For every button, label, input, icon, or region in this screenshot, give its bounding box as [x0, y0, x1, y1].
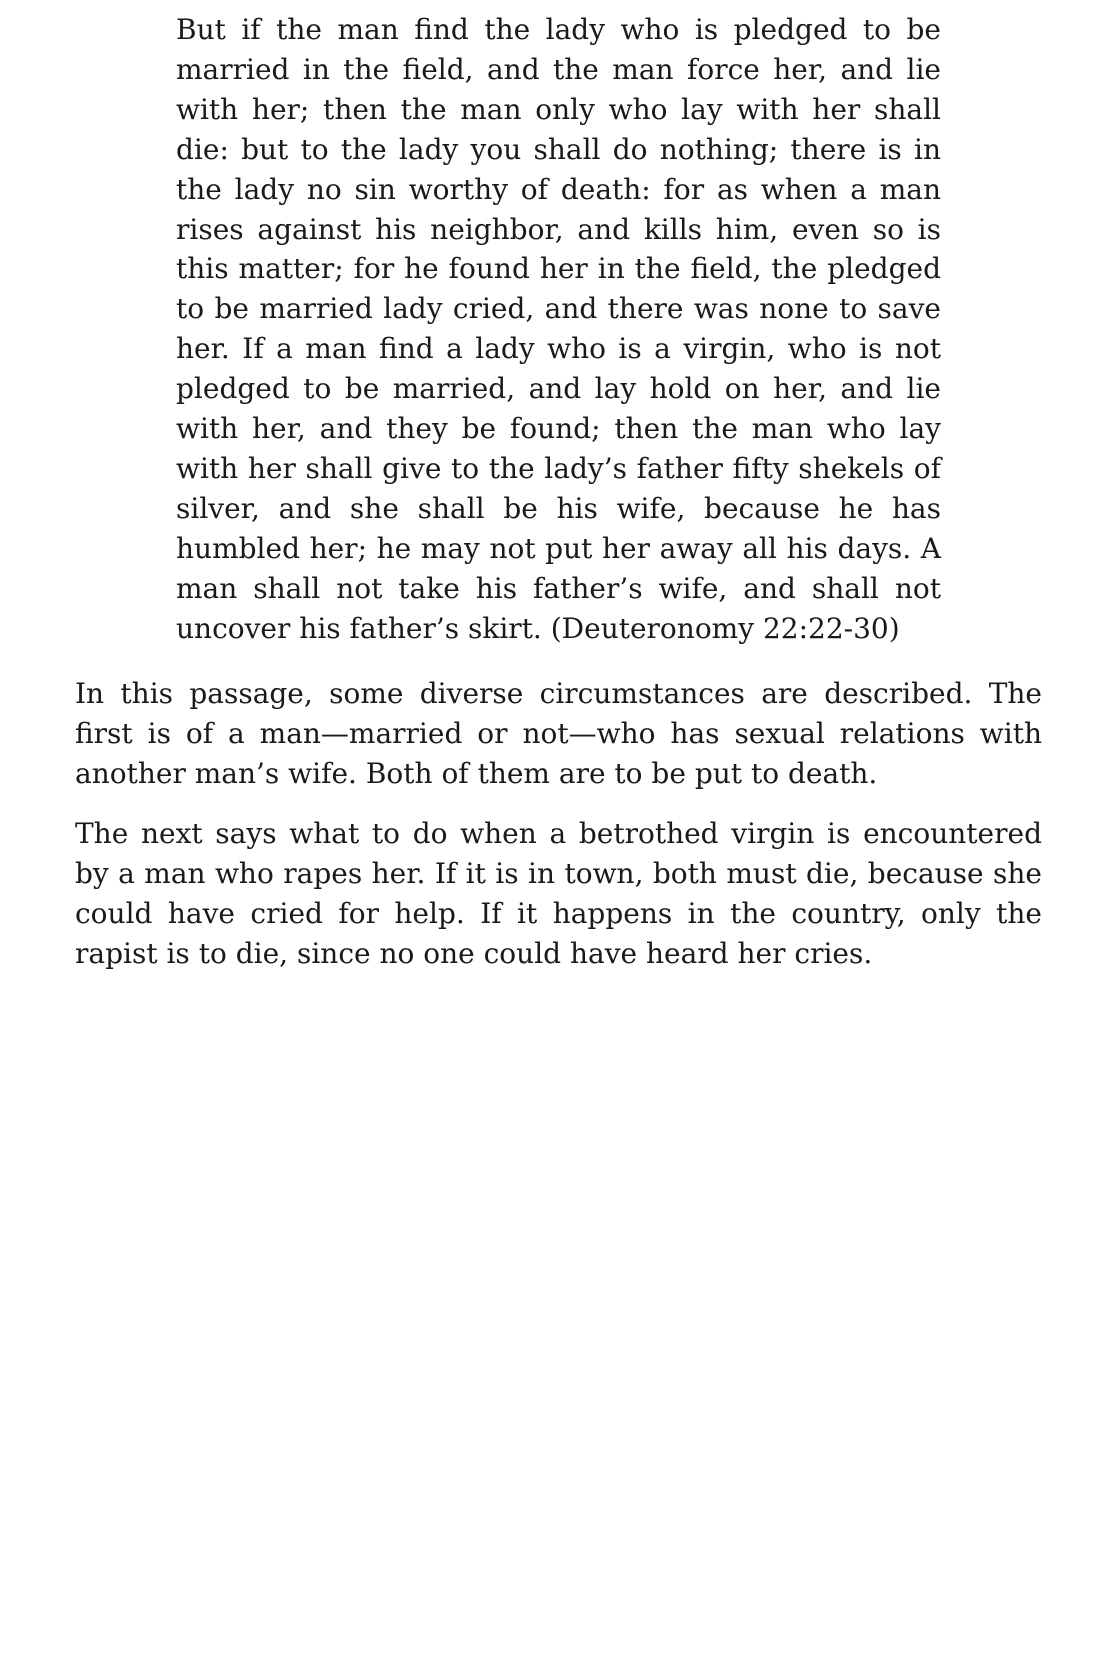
quote-text: But if the man find the lady who is pledged to be married in the field, and the man force her, and lie with her; then the man only who lay with her shall die: but to the lady you shall do nothing; there is in the lady no sin worthy of death: for as when a man rises against his neighbor, and kills him, even so is this matter; for he found her in the field, the pledged to be married lady cried, and there was none to save her. If a man find a lady who is a virgin, who is not pledged to be married, and lay hold on her, and lie with her, and they be found; then the man who lay with her shall give to the lady’s father fifty shekels of silver, and she shall be his wife, because he has humbled her; he may not put her away all his days. A man shall not take his father’s wife, and shall not uncover his father’s skirt. [176, 13, 941, 645]
quote-citation: (Deuteronomy 22:22-30) [550, 611, 900, 645]
body-paragraph-2: The next says what to do when a betrothed virgin is encountered by a man who rapes her. If it is in town, both must die, because she could have cried for help. If it happens in the country, only the rapist is to die, since no one could have heard her cries. [75, 817, 1042, 970]
scripture-blockquote [176, 10, 941, 649]
body-paragraph-1: In this passage, some diverse circumstances are described. The first is of a man—married or not—who has sexual relations with another man’s wife. Both of them are to be put to death. [75, 677, 1042, 790]
